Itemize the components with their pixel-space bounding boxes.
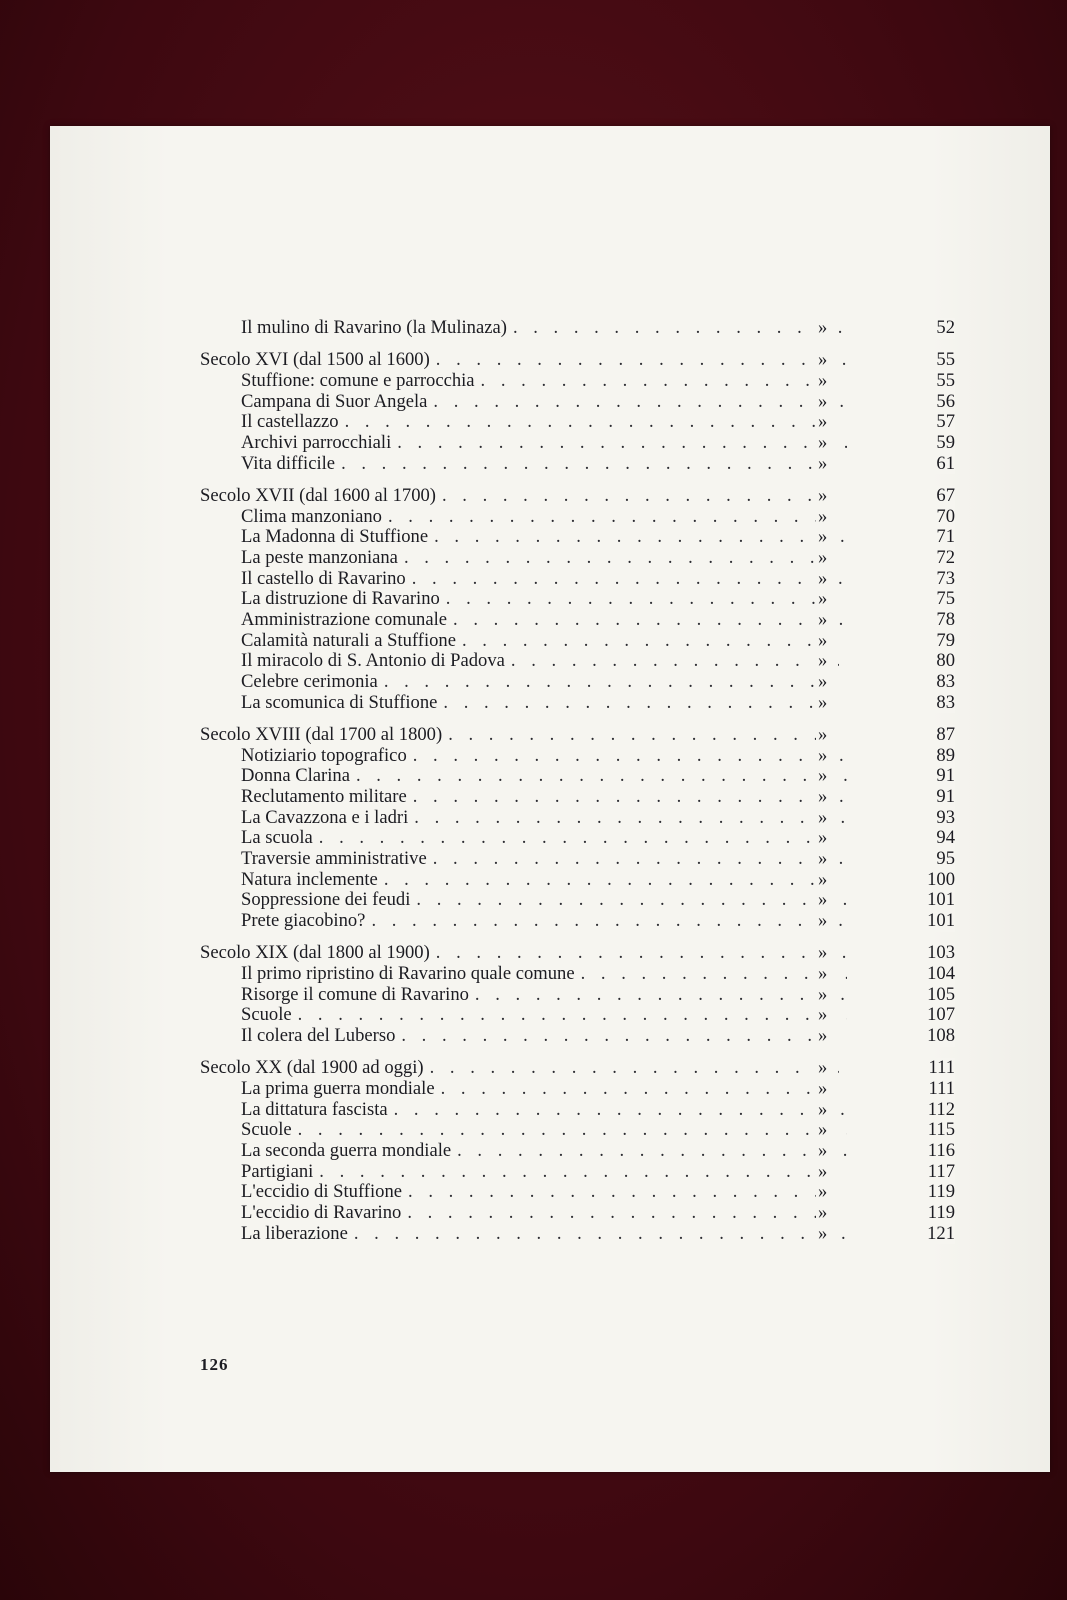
toc-subentry [200, 318, 955, 339]
guillemet-marker: » [816, 371, 838, 392]
toc-subentry [200, 527, 955, 548]
dot-leader [404, 548, 847, 569]
guillemet-marker: » [816, 1162, 838, 1183]
toc-entry-title: Secolo XVIII (dal 1700 al 1800) [200, 723, 443, 745]
dot-leader [416, 890, 847, 911]
table-of-contents [200, 318, 955, 1256]
dot-leader [384, 672, 847, 693]
guillemet-marker: » [816, 392, 838, 413]
toc-subentry [200, 1005, 955, 1026]
guillemet-marker: » [816, 1203, 838, 1224]
toc-entry-page: 79 [847, 631, 955, 652]
toc-subentry [200, 392, 955, 413]
toc-section [200, 1058, 955, 1244]
toc-entry-title: Reclutamento militare [241, 785, 407, 807]
guillemet-marker: » [816, 527, 838, 548]
guillemet-marker: » [816, 1026, 838, 1047]
toc-entry-page: 55 [847, 350, 955, 371]
toc-entry-title: La seconda guerra mondiale [241, 1139, 452, 1161]
toc-entry-title: Soppressione dei feudi [241, 889, 411, 911]
toc-subentry [200, 746, 955, 767]
dot-leader [408, 1182, 847, 1203]
dot-leader [341, 454, 847, 475]
toc-entry-title: La distruzione di Ravarino [241, 588, 440, 610]
toc-entry-title: La scuola [241, 827, 313, 849]
toc-subentry [200, 766, 955, 787]
toc-subentry [200, 1026, 955, 1047]
guillemet-marker: » [816, 1120, 838, 1141]
guillemet-marker: » [816, 1100, 838, 1121]
toc-subentry [200, 964, 955, 985]
dot-leader [413, 746, 847, 767]
guillemet-marker: » [816, 1182, 838, 1203]
guillemet-marker: » [816, 985, 838, 1006]
toc-entry-page: 75 [847, 589, 955, 610]
guillemet-marker: » [816, 548, 838, 569]
toc-section [200, 725, 955, 932]
dot-leader [457, 1141, 847, 1162]
guillemet-marker: » [816, 964, 838, 985]
toc-entry-page: 108 [847, 1026, 955, 1047]
toc-subentry [200, 787, 955, 808]
toc-entry-title: La Cavazzona e i ladri [241, 806, 409, 828]
toc-entry-page: 78 [847, 610, 955, 631]
guillemet-marker: » [816, 693, 838, 714]
toc-entry-title: Prete giacobino? [241, 910, 366, 932]
dot-leader [436, 350, 847, 371]
guillemet-marker: » [816, 1079, 838, 1100]
guillemet-marker: » [816, 454, 838, 475]
dot-leader [433, 849, 847, 870]
toc-subentry [200, 433, 955, 454]
toc-entry-title: La dittatura fascista [241, 1098, 388, 1120]
toc-entry-page: 57 [847, 412, 955, 433]
toc-entry-page: 59 [847, 433, 955, 454]
guillemet-marker: » [816, 870, 838, 891]
toc-entry-title: Il miracolo di S. Antonio di Padova [241, 650, 505, 672]
dot-leader [412, 569, 847, 590]
toc-entry-page: 105 [847, 985, 955, 1006]
toc-entry-title: La liberazione [241, 1222, 348, 1244]
book-page [50, 126, 1050, 1472]
toc-entry-title: Celebre cerimonia [241, 671, 378, 692]
guillemet-marker: » [816, 350, 838, 371]
guillemet-marker: » [816, 318, 838, 339]
toc-entry-page: 107 [847, 1005, 955, 1026]
guillemet-marker: » [816, 808, 838, 829]
toc-subentry [200, 1120, 955, 1141]
toc-entry-title: Risorge il comune di Ravarino [241, 983, 469, 1005]
guillemet-marker: » [816, 746, 838, 767]
toc-entry-page: 95 [847, 849, 955, 870]
toc-entry-page: 111 [847, 1058, 955, 1079]
toc-entry-page: 61 [847, 454, 955, 475]
toc-entry-title: L'eccidio di Stuffione [241, 1181, 403, 1203]
toc-entry-title: Natura inclemente [241, 868, 378, 890]
toc-entry-page: 87 [847, 725, 955, 746]
toc-entry-title: Il castello di Ravarino [241, 567, 406, 589]
toc-entry-page: 119 [847, 1203, 955, 1224]
dot-leader [446, 589, 847, 610]
toc-entry-title: Scuole [241, 1119, 292, 1141]
toc-entry-page: 80 [847, 651, 955, 672]
toc-entry-page: 115 [847, 1120, 955, 1141]
dot-leader [475, 985, 847, 1006]
toc-entry-title: Campana di Suor Angela [241, 390, 428, 412]
toc-subentry [200, 1100, 955, 1121]
guillemet-marker: » [816, 1224, 838, 1245]
dot-leader [453, 610, 847, 631]
toc-entry-title: Archivi parrocchiali [241, 431, 392, 453]
toc-subentry [200, 631, 955, 652]
toc-heading [200, 725, 955, 746]
toc-subentry [200, 610, 955, 631]
guillemet-marker: » [816, 943, 838, 964]
toc-subentry [200, 693, 955, 714]
dot-leader [413, 787, 847, 808]
toc-subentry [200, 808, 955, 829]
toc-entry-page: 91 [847, 766, 955, 787]
toc-section [200, 350, 955, 474]
toc-subentry [200, 1141, 955, 1162]
toc-entry-page: 71 [847, 527, 955, 548]
toc-entry-page: 93 [847, 808, 955, 829]
toc-subentry [200, 828, 955, 849]
toc-entry-title: La prima guerra mondiale [241, 1077, 435, 1099]
toc-entry-page: 89 [847, 746, 955, 767]
toc-entry-title: Amministrazione comunale [241, 608, 448, 630]
toc-subentry [200, 548, 955, 569]
toc-entry-title: Stuffione: comune e parrocchia [241, 369, 475, 391]
guillemet-marker: » [816, 890, 838, 911]
toc-entry-page: 67 [847, 486, 955, 507]
toc-entry-page: 121 [847, 1224, 955, 1245]
dot-leader [356, 766, 847, 787]
toc-subentry [200, 1224, 955, 1245]
guillemet-marker: » [816, 672, 838, 693]
guillemet-marker: » [816, 828, 838, 849]
toc-entry-page: 111 [847, 1079, 955, 1100]
toc-heading [200, 486, 955, 507]
dot-leader [462, 631, 847, 652]
toc-section [200, 318, 955, 339]
toc-entry-page: 116 [847, 1141, 955, 1162]
toc-entry-page: 112 [847, 1100, 955, 1121]
toc-subentry [200, 507, 955, 528]
toc-subentry [200, 651, 955, 672]
guillemet-marker: » [816, 610, 838, 631]
toc-entry-page: 83 [847, 693, 955, 714]
toc-entry-title: La scomunica di Stuffione [241, 691, 438, 713]
toc-subentry [200, 985, 955, 1006]
guillemet-marker: » [816, 412, 838, 433]
guillemet-marker: » [816, 1005, 838, 1026]
toc-entry-title: Calamità naturali a Stuffione [241, 629, 456, 651]
toc-entry-title: Donna Clarina [241, 765, 350, 787]
dot-leader [407, 1203, 847, 1224]
toc-subentry [200, 454, 955, 475]
toc-entry-title: La Madonna di Stuffione [241, 526, 429, 548]
toc-subentry [200, 849, 955, 870]
dot-leader [371, 911, 847, 932]
toc-subentry [200, 870, 955, 891]
toc-entry-title: Secolo XVI (dal 1500 al 1600) [200, 349, 430, 371]
toc-entry-title: Secolo XX (dal 1900 ad oggi) [200, 1057, 424, 1079]
toc-subentry [200, 890, 955, 911]
toc-entry-page: 103 [847, 943, 955, 964]
guillemet-marker: » [816, 911, 838, 932]
toc-heading [200, 1058, 955, 1079]
toc-entry-page: 117 [847, 1162, 955, 1183]
toc-entry-page: 91 [847, 787, 955, 808]
dot-leader [388, 507, 847, 528]
toc-entry-title: L'eccidio di Ravarino [241, 1202, 402, 1223]
toc-entry-page: 101 [847, 911, 955, 932]
dot-leader [442, 486, 847, 507]
dot-leader [436, 943, 847, 964]
toc-entry-title: Secolo XVII (dal 1600 al 1700) [200, 484, 436, 506]
dot-leader [433, 392, 847, 413]
toc-entry-page: 100 [847, 870, 955, 891]
toc-entry-page: 52 [847, 318, 955, 339]
toc-subentry [200, 589, 955, 610]
guillemet-marker: » [816, 1141, 838, 1162]
guillemet-marker: » [816, 486, 838, 507]
toc-subentry [200, 1162, 955, 1183]
toc-entry-title: Vita difficile [241, 452, 336, 474]
toc-entry-title: Secolo XIX (dal 1800 al 1900) [200, 942, 430, 964]
guillemet-marker: » [816, 507, 838, 528]
dot-leader [401, 1026, 847, 1047]
dot-leader [441, 1079, 847, 1100]
toc-entry-page: 70 [847, 507, 955, 528]
toc-entry-page: 73 [847, 569, 955, 590]
toc-entry-title: Il primo ripristino di Ravarino quale comune [241, 962, 575, 984]
dot-leader [345, 412, 847, 433]
toc-entry-page: 83 [847, 672, 955, 693]
dot-leader [513, 318, 847, 339]
guillemet-marker: » [816, 1058, 838, 1079]
dot-leader [434, 527, 847, 548]
dot-leader [414, 808, 847, 829]
toc-entry-title: Il colera del Luberso [241, 1025, 396, 1046]
toc-entry-page: 55 [847, 371, 955, 392]
toc-entry-page: 101 [847, 890, 955, 911]
dot-leader [384, 870, 847, 891]
dot-leader [354, 1224, 847, 1245]
toc-subentry [200, 569, 955, 590]
toc-subentry [200, 371, 955, 392]
guillemet-marker: » [816, 725, 838, 746]
toc-subentry [200, 1203, 955, 1224]
dot-leader [443, 693, 847, 714]
guillemet-marker: » [816, 631, 838, 652]
dot-leader [319, 1162, 847, 1183]
toc-subentry [200, 911, 955, 932]
dot-leader [397, 433, 847, 454]
toc-entry-title: Il castellazzo [241, 411, 339, 433]
dot-leader [481, 371, 847, 392]
dot-leader [511, 651, 847, 672]
guillemet-marker: » [816, 787, 838, 808]
dot-leader [298, 1120, 847, 1141]
dot-leader [394, 1100, 847, 1121]
toc-entry-title: Clima manzoniano [241, 505, 382, 527]
toc-entry-page: 104 [847, 964, 955, 985]
guillemet-marker: » [816, 766, 838, 787]
guillemet-marker: » [816, 433, 838, 454]
toc-section [200, 486, 955, 714]
guillemet-marker: » [816, 589, 838, 610]
toc-subentry [200, 1079, 955, 1100]
toc-subentry [200, 672, 955, 693]
toc-entry-page: 119 [847, 1182, 955, 1203]
dot-leader [430, 1058, 847, 1079]
toc-entry-title: Traversie amministrative [241, 848, 427, 869]
toc-entry-title: Scuole [241, 1004, 292, 1026]
toc-heading [200, 943, 955, 964]
page-number: 126 [200, 1355, 229, 1374]
guillemet-marker: » [816, 849, 838, 870]
guillemet-marker: » [816, 651, 838, 672]
toc-entry-title: Il mulino di Ravarino (la Mulinaza) [241, 317, 507, 338]
toc-entry-page: 56 [847, 392, 955, 413]
dot-leader [448, 725, 847, 746]
toc-entry-title: Notiziario topografico [241, 744, 407, 766]
toc-subentry [200, 1182, 955, 1203]
toc-entry-title: La peste manzoniana [241, 546, 398, 568]
toc-heading [200, 350, 955, 371]
toc-entry-title: Partigiani [241, 1160, 314, 1182]
dot-leader [319, 828, 847, 849]
toc-entry-page: 94 [847, 828, 955, 849]
dot-leader [298, 1005, 847, 1026]
guillemet-marker: » [816, 569, 838, 590]
toc-entry-page: 72 [847, 548, 955, 569]
toc-section [200, 943, 955, 1046]
dot-leader [581, 964, 847, 985]
toc-subentry [200, 412, 955, 433]
